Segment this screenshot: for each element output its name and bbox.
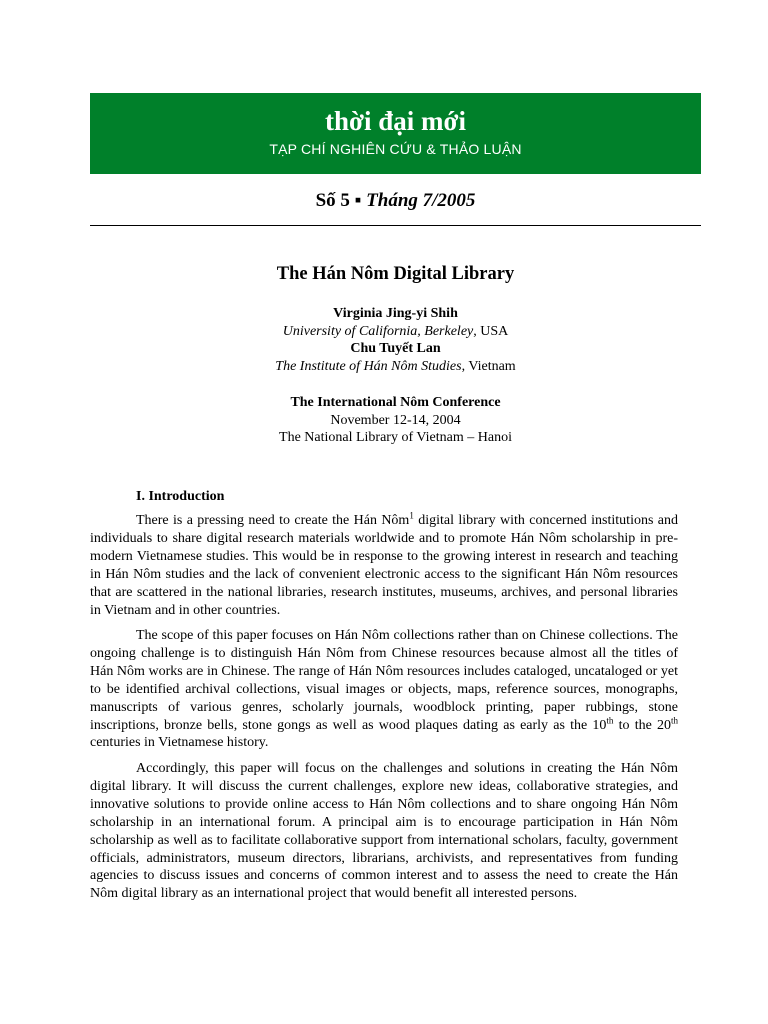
journal-banner [90, 93, 701, 174]
author-institution: The Institute of Hán Nôm Studies [275, 358, 462, 374]
paragraph-text: to the 20 [613, 717, 671, 733]
paragraph [90, 512, 678, 619]
paragraph [90, 627, 678, 752]
header-divider [90, 225, 701, 226]
paragraph-text: centuries in Vietnamese history. [90, 735, 269, 751]
footnote-marker: 1 [409, 510, 414, 521]
journal-subtitle: TẠP CHÍ NGHIÊN CỨU & THẢO LUẬN [269, 141, 522, 157]
paragraph-text: digital library with concerned institutions and individuals to share digital research materials worldwide and to promote Hán Nôm scholarship in pre-modern Vietnamese studies. This would be in response to the growing interest in research and teaching in Hán Nôm studies and the lack of convenient electronic access to the significant Hán Nôm resources that are scattered in the national libraries, research institutes, museums, archives, and personal libraries in Vietnam and in other countries. [90, 513, 678, 618]
author-affiliation [90, 358, 701, 376]
author-name: Virginia Jing-yi Shih [333, 306, 458, 321]
conference-name: The International Nôm Conference [290, 395, 501, 410]
paragraph-text: The scope of this paper focuses on Hán Nôm collections rather than on Chinese collections. The ongoing challenge is to distinguish Hán Nôm from Chinese resources because almost all the titles of Hán Nôm works are in Chinese. The range of Hán Nôm resources includes cataloged, uncataloged or yet to be identified archival collections, visual images or objects, maps, reference sources, monographs, manuscripts of various genres, scholarly journals, woodblock printing, paper rubbings, stone inscriptions, bronze bells, stone gongs as well as wood plaques dating as early as the 10 [90, 628, 678, 733]
author-country: , USA [473, 323, 509, 339]
issue-month: Tháng 7/2005 [366, 190, 476, 211]
issue-number: Số 5 ▪ [315, 190, 362, 211]
paragraph-text: There is a pressing need to create the Hán Nôm [136, 513, 410, 528]
ordinal-suffix: th [670, 714, 678, 725]
author-name: Chu Tuyết Lan [350, 341, 441, 357]
conference-dates: November 12-14, 2004 [330, 412, 461, 428]
author-block [90, 305, 701, 375]
issue-line [90, 188, 701, 214]
conference-venue: The National Library of Vietnam – Hanoi [279, 430, 512, 446]
section-heading: I. Introduction [136, 489, 225, 504]
article-title: The Hán Nôm Digital Library [276, 264, 515, 284]
ordinal-suffix: th [606, 714, 614, 725]
author-country: , Vietnam [461, 358, 516, 374]
paragraph: Accordingly, this paper will focus on the challenges and solutions in creating the Hán Nôm digital library. It will discuss the current challenges, explore new ideas, collaborative strategies, and innovative solutions to provide online access to Hán Nôm collections and to share ongoing Hán Nôm scholarship in an international forum. A principal aim is to encourage participation in Hán Nôm scholarship as well as to facilitate collaborative support from international scholars, faculty, government officials, administrators, museum directors, librarians, archivists, and representatives from funding agencies to discuss issues and concerns of common interest and to assess the need to create the Hán Nôm digital library as an international project that would benefit all interested persons. [90, 761, 678, 902]
author-affiliation [90, 323, 701, 341]
conference-block [90, 394, 701, 447]
journal-title: thời đại mới [325, 106, 466, 136]
author-institution: University of California, Berkeley [282, 323, 474, 339]
